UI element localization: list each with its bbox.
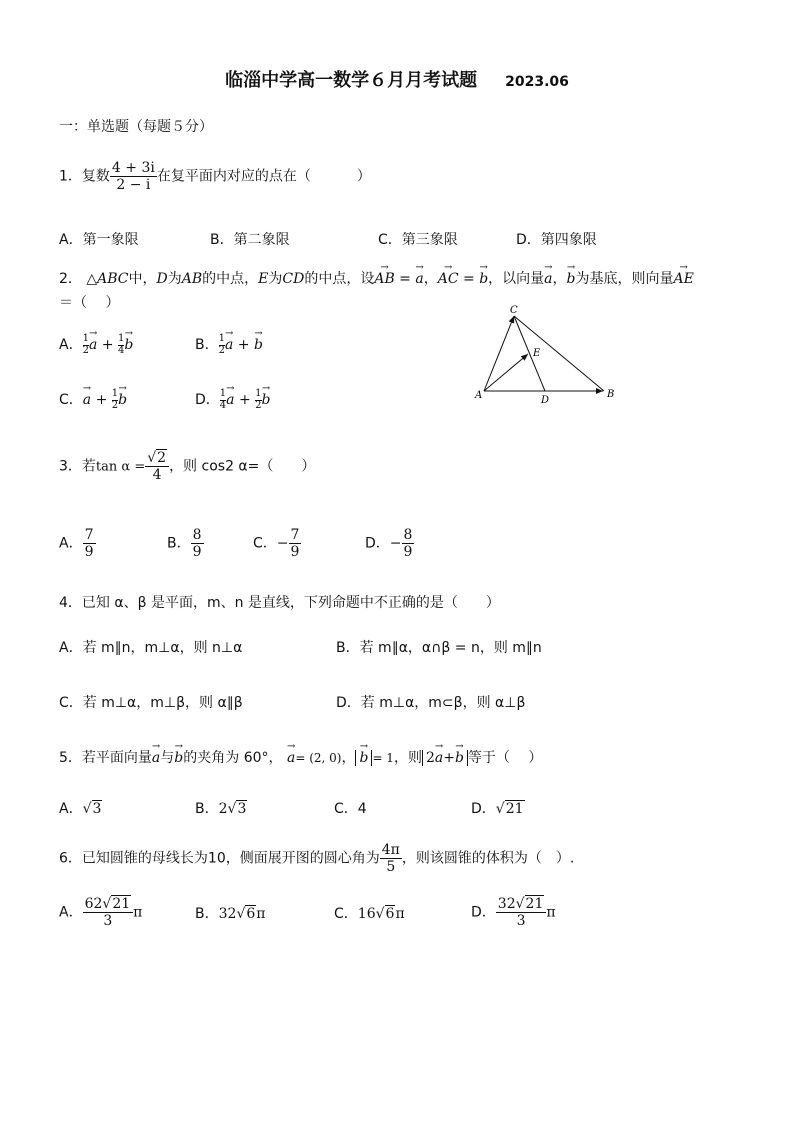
num: 8 [192, 527, 202, 543]
q5-option-a: A．√3 [59, 801, 102, 817]
label-a: A [475, 390, 483, 401]
question-6-number: 6． [59, 850, 82, 867]
den: 9 [290, 544, 300, 561]
option-label: C． [334, 906, 358, 922]
question-3-number: 3． [59, 458, 82, 475]
pi: π [546, 904, 556, 921]
option-label: D． [471, 801, 496, 817]
q3-option-a [59, 527, 96, 560]
sign: − [389, 535, 402, 552]
label-e: E [533, 348, 541, 359]
q3-text: ，则 cos2 α=（ ） [169, 458, 316, 475]
question-5-stem: 5．若平面向量→ a与→ b的夹角为 60°， → a= (2, 0)，→ b = 1，则 2→ a+→ b 等于（ ） [59, 747, 542, 767]
den: 5 [386, 859, 396, 876]
value: 4 [357, 801, 367, 817]
segment-ac [484, 316, 514, 391]
q1-option-b: B．第二象限 [210, 232, 290, 248]
q3-text: 若 [81, 458, 96, 475]
coef: 32 [218, 906, 237, 922]
option-label: C． [59, 392, 83, 408]
q2-option-b: B． $\frac{1}{2}$ → a + → b [195, 334, 263, 356]
q5-text: 的夹角为 60°， [183, 750, 283, 766]
b-abs: = 1 [372, 751, 394, 765]
den: 9 [403, 544, 413, 561]
sqrt-arg: 21 [525, 896, 544, 912]
option-label: A． [59, 801, 83, 817]
vec-ae: → AE [674, 271, 694, 287]
question-1-close: ） [356, 168, 371, 185]
segment-cb [514, 316, 604, 391]
q6-option-a: A． $\frac{62√21}{3}$ π [59, 896, 143, 930]
question-3-fraction: $\frac{√2}{4}$ [145, 450, 169, 483]
fraction-denominator: 2 − i [116, 177, 151, 194]
option-label: D． [471, 904, 496, 921]
q4-option-c: C．若 m⊥α，m⊥β，则 α∥β [59, 695, 243, 711]
option-label: B． [195, 801, 219, 817]
sign: − [276, 535, 289, 552]
vec-a: → a [152, 750, 160, 766]
den: 3 [516, 913, 526, 930]
q2-option-a: A． $\frac{1}{2}$ → a + $\frac{1}{4}$ → b [59, 334, 133, 356]
q2-text: 为 [167, 271, 182, 287]
q4-option-b: B．若 m∥α，α∩β = n，则 m∥n [336, 640, 542, 656]
pi: π [256, 906, 266, 922]
option-label: C． [253, 535, 277, 552]
q5-text: 与 [160, 750, 175, 766]
question-2-number: 2． [59, 271, 82, 287]
question-1-fraction [110, 160, 157, 193]
vec-a: → a [287, 750, 295, 766]
q4-option-d: D．若 m⊥α，m⊂β，则 α⊥β [336, 695, 526, 711]
den: 9 [84, 544, 94, 561]
segment-cd [514, 316, 545, 391]
q2-text: 中， [128, 271, 157, 287]
q3-option-b [167, 527, 204, 560]
q2-text: 的中点， [202, 271, 259, 287]
question-1-stem [59, 160, 371, 193]
num: 8 [403, 527, 413, 543]
den: 3 [103, 913, 113, 930]
q2-text: 为 [268, 271, 283, 287]
q2-option-c: C．→ a + $\frac{1}{2}$ → b [59, 389, 127, 411]
q5-option-c [334, 798, 367, 818]
q1-option-d: D．第四象限 [516, 232, 597, 248]
vec-a: → a [544, 271, 552, 287]
sqrt-arg: 3 [92, 801, 102, 817]
option-label: A． [59, 904, 83, 921]
q1-option-a: A．第一象限 [59, 232, 139, 248]
q5-text: 等于（ ） [467, 750, 543, 766]
label-b: B [607, 389, 615, 400]
vec-b: → b [567, 271, 576, 287]
question-1-number: 1． [59, 168, 82, 185]
question-4-stem: 4．已知 α、β 是平面，m、n 是直线，下列命题中不正确的是（ ） [59, 595, 500, 611]
fraction-denominator: 4 [152, 467, 162, 484]
question-5-number: 5． [59, 750, 82, 766]
section-heading: 一：单选题（每题５分） [59, 119, 213, 135]
label-d: D [541, 395, 550, 406]
question-6-fraction [380, 842, 402, 875]
coef: 2 [425, 750, 435, 766]
option-label: A． [59, 535, 83, 552]
q2-segment-cd: CD [282, 271, 305, 287]
tan-alpha: tan α = [95, 459, 146, 475]
q2-text: 为基底，则向量 [575, 271, 674, 287]
num: 7 [84, 527, 94, 543]
triangle-abc: △ABC [86, 271, 129, 287]
q4-option-a: A．若 m∥n，m⊥α，则 n⊥α [59, 640, 243, 656]
fraction-numerator: 4 + 3i [111, 160, 155, 176]
sqrt-arg: 2 [157, 450, 167, 466]
num: 4π [381, 842, 400, 858]
q2-text: ，以向量 [488, 271, 545, 287]
q5-option-b: B．2√3 [195, 801, 247, 817]
vec-a: → a [415, 271, 423, 287]
q2-option-d: D． $\frac{1}{4}$ → a + $\frac{1}{2}$ → b [195, 389, 271, 411]
sqrt-arg: 3 [237, 801, 247, 817]
question-2-stem: 2． △ABC中，D为AB的中点，E为CD的中点，设→ AB = → a，→ AC = → b，以向量→ a，→ b为基底，则向量→ AE [59, 268, 694, 288]
option-label: D． [365, 535, 390, 552]
question-1-pre: 复数 [81, 168, 110, 185]
q6-option-d: D． $\frac{32√21}{3}$ π [471, 896, 556, 930]
sqrt-arg: 21 [505, 801, 524, 817]
sqrt-arg: 6 [246, 906, 256, 922]
num: 7 [290, 527, 300, 543]
q5-text: 若平面向量 [81, 750, 152, 766]
a-value: = (2, 0) [295, 751, 342, 765]
coef: 32 [497, 896, 516, 912]
pi: π [133, 904, 143, 921]
option-label: B． [195, 337, 219, 353]
vec-ac: → AC [438, 271, 459, 287]
den: 9 [192, 544, 202, 561]
pi: π [395, 906, 405, 922]
question-6-stem [59, 842, 574, 875]
q1-option-c: C．第三象限 [378, 232, 458, 248]
question-3-stem [59, 450, 315, 483]
title-date: 2023.06 [505, 74, 569, 90]
option-label: C． [334, 801, 358, 817]
coef: 62 [84, 896, 103, 912]
question-2-line2: ＝（ ） [59, 295, 120, 311]
option-label: B． [167, 535, 191, 552]
q6-option-c: C．16√6π [334, 906, 405, 922]
option-label: D． [195, 392, 220, 408]
vec-b: → b [174, 750, 183, 766]
coef: 2 [218, 801, 228, 817]
q6-text: 已知圆锥的母线长为10，侧面展开图的圆心角为 [81, 850, 380, 867]
vec-ab: → AB [374, 271, 394, 287]
q3-option-c [253, 527, 301, 560]
sqrt-arg: 6 [385, 906, 395, 922]
q2-point-e: E [258, 271, 269, 287]
q2-point-d: D [156, 271, 168, 287]
q6-text: ，则该圆锥的体积为（ ）. [401, 850, 575, 867]
sqrt-arg: 21 [112, 896, 131, 912]
q2-text: 的中点，设 [304, 271, 375, 287]
q6-option-b: B．32√6π [195, 906, 266, 922]
coef: 16 [357, 906, 376, 922]
label-c: C [510, 305, 518, 316]
vec-b: → b [479, 271, 488, 287]
title-text: 临淄中学高一数学６月月考试题 [225, 70, 478, 91]
question-1-post: 在复平面内对应的点在（ [156, 168, 311, 185]
q5-option-d: D．√21 [471, 801, 524, 817]
segment-ae [484, 354, 528, 391]
page-title [0, 66, 794, 92]
q2-segment-ab: AB [181, 271, 203, 287]
q3-option-d [365, 527, 414, 560]
q5-text: ，则 [393, 750, 422, 766]
option-label: A． [59, 337, 83, 353]
triangle-figure [470, 303, 620, 407]
option-label: B． [195, 906, 219, 922]
